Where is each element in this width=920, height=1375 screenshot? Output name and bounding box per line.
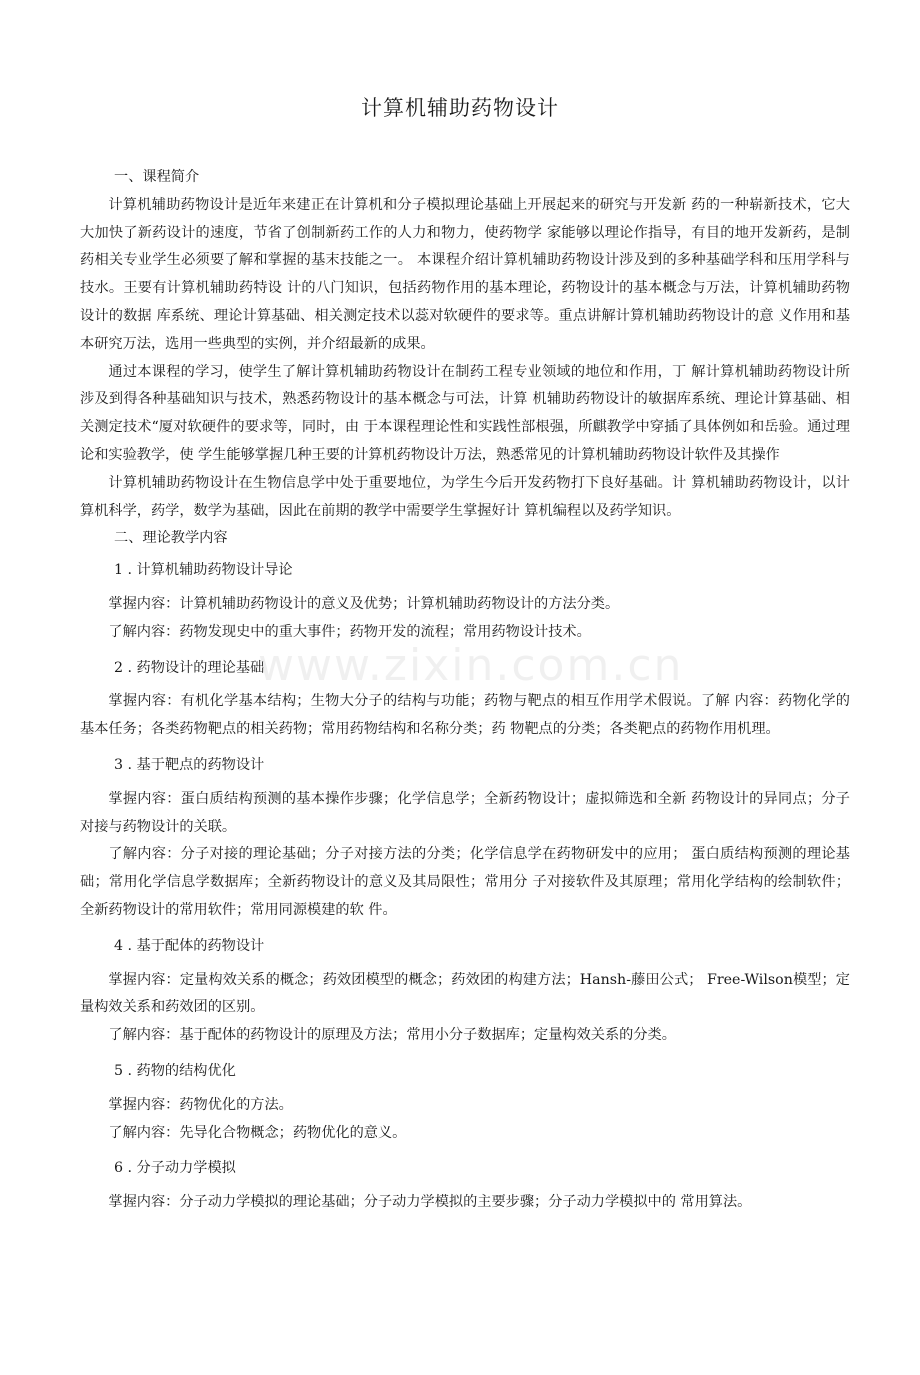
document-title: 计算机辅助药物设计 <box>361 96 559 120</box>
topic-item: 掌握内容：蛋白质结构预测的基本操作步骤；化学信息学；全新药物设计；虚拟筛选和全新 药物设计的异同点；分子对接与药物设计的关联。 <box>80 790 850 835</box>
intro-paragraph: 通过本课程的学习，使学生了解计算机辅助药物设计在制药工程专业领域的地位和作用，丁 解计算机辅助药物设计所涉及到得各种基础知识与技术，熟悉药物设计的基本概念与可法，计算 机辅助药物设计的敏据库系统、理论计算基础、相关测定技术“厦对软硬件的要求等，同时，由 于本课程理论性和实践性部根强，所麒教学中穿插了具体例如和岳验。通过理论和实验教学，使 学生能够掌握几种王要的计算机药物设计万法，熟悉常见的计算机辅助药物设计软件及其操作 <box>80 363 850 463</box>
topic-item: 掌握内容：定量构效关系的概念；药效团模型的概念；药效团的构建方法；Hansh-藤田公式； Free-Wilson模型；定量构效关系和药效团的区别。 <box>80 971 850 1016</box>
topic-heading: 4 . 基于配体的药物设计 <box>114 937 265 954</box>
topic-item: 了解内容：分子对接的理论基础；分子对接方法的分类；化学信息学在药物研发中的应用； 蛋白质结构预测的理论基础；常用化学信息学数据库；全新药物设计的意义及其局限性；常用分 子对接软件及其原理；常用化学结构的绘制软件；全新药物设计的常用软件；常用同源模建的软 件。 <box>80 846 850 918</box>
topic-heading: 1 . 计算机辅助药物设计导论 <box>114 562 293 579</box>
topic-item: 掌握内容：有机化学基本结构；生物大分子的结构与功能；药物与靶点的相互作用学术假说。了解 内容：药物化学的基本任务；各类药物靶点的相关药物；常用药物结构和名称分类；药 物靶点的分类；各类靶点的药物作用机理。 <box>80 693 850 738</box>
topic-item: 了解内容：基于配体的药物设计的原理及方法；常用小分子数据库；定量构效关系的分类。 <box>108 1027 676 1044</box>
topic-heading: 5 . 药物的结构优化 <box>114 1062 236 1079</box>
topic-item: 了解内容：药物发现史中的重大事件；药物开发的流程；常用药物设计技术。 <box>108 623 591 640</box>
topic-item: 掌握内容：分子动力学模拟的理论基础；分子动力学模拟的主要步骤；分子动力学模拟中的 常用算法。 <box>108 1194 752 1211</box>
section-heading-theory: 二、理论教学内容 <box>114 530 228 547</box>
intro-paragraph: 计算机辅助药物设计在生物信息学中处于重要地位，为学生今后开发药物打下良好基础。计 算机辅助药物设计，以计算机科学，药学，数学为基础，因此在前期的教学中需要学生掌握好计 算机编程以及药学知识。 <box>80 474 850 519</box>
topic-heading: 6 . 分子动力学模拟 <box>114 1160 236 1177</box>
intro-paragraph: 计算机辅助药物设计是近年来建正在计算机和分子模拟理论基础上开展起来的研究与开发新 药的一种崭新技术，它大大加快了新药设计的速度，节省了创制新药工作的人力和物力，使药物学 家能够以理论作指导，有目的地开发新药，是制药相关专业学生必须要了解和掌握的基末技能之一。 本课程介绍计算机辅助药物设计涉及到的多种基础学科和压用学科与技水。王要有计算机辅助药特设 计的八门知识，包括药物作用的基本理论，药物设计的基本概念与万法，计算机辅助药物设计的数据 库系统、理论计算基础、相关测定技术以蕊对软硬件的要求等。重点讲解计算机辅助药物设计的意 义作用和基本研究万法，选用一些典型的实例，并介绍最新的成果。 <box>80 196 850 352</box>
topic-heading: 3 . 基于靶点的药物设计 <box>114 756 265 773</box>
topic-heading: 2 . 药物设计的理论基础 <box>114 659 265 676</box>
watermark: www.zixin.com.cn <box>258 640 684 691</box>
topic-item: 掌握内容：计算机辅助药物设计的意义及优势；计算机辅助药物设计的方法分类。 <box>108 595 620 612</box>
topic-item: 了解内容：先导化合物概念；药物优化的意义。 <box>108 1124 407 1141</box>
topic-item: 掌握内容：药物优化的方法。 <box>108 1096 293 1113</box>
document-body <box>80 164 850 1217</box>
section-heading-intro: 一、课程简介 <box>114 169 200 185</box>
